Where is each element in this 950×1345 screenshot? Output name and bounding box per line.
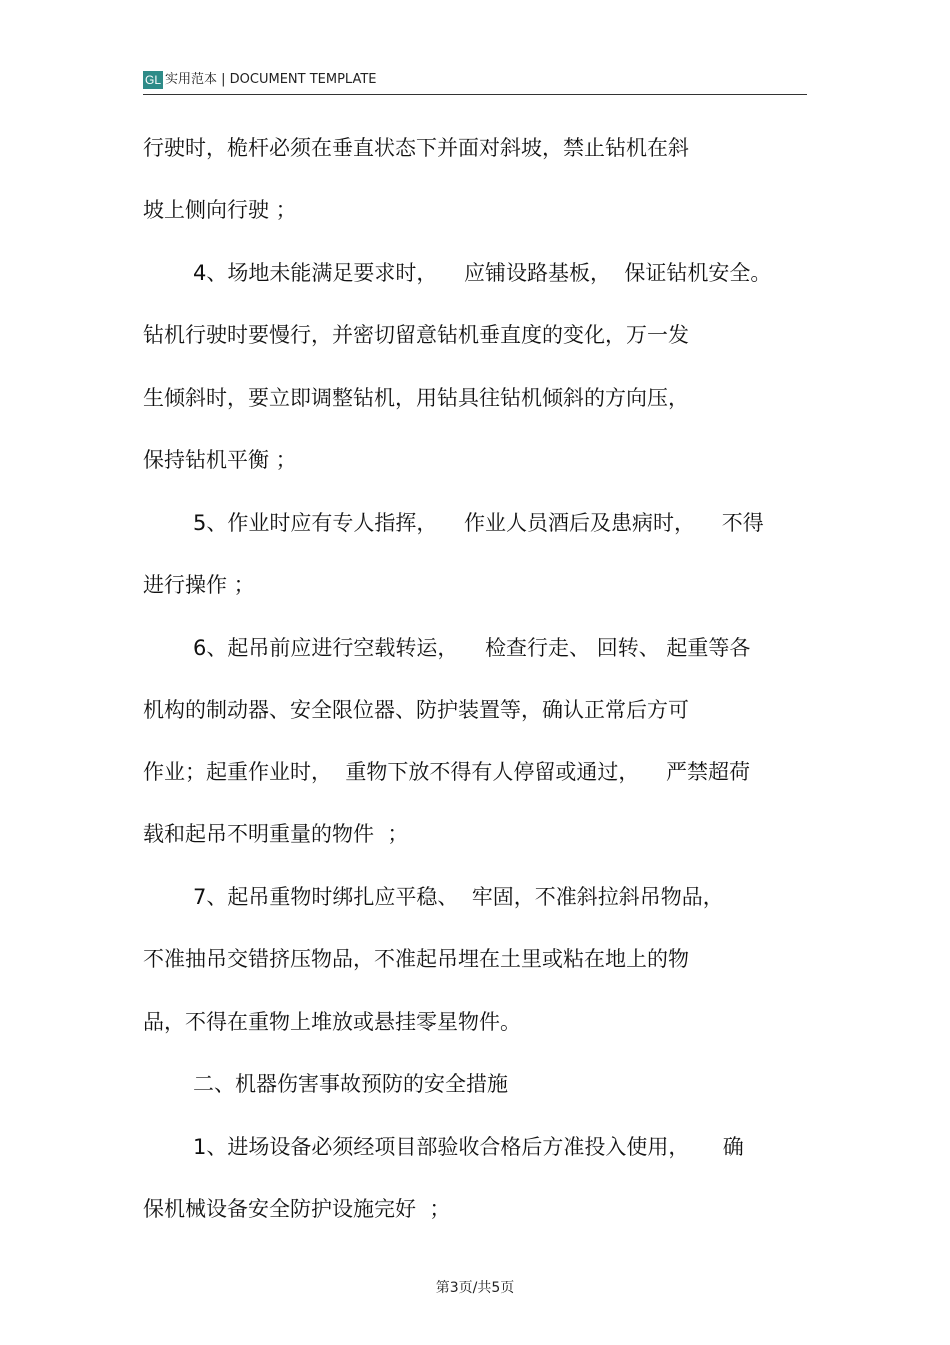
page-number: 第3页/共5页 bbox=[435, 1280, 515, 1296]
text-line: 载和起吊不明重量的物件 ； bbox=[143, 822, 409, 846]
page-header bbox=[143, 70, 807, 95]
text-line: 保持钻机平衡 ； bbox=[143, 448, 297, 472]
paragraph-start: 5、作业时应有专人指挥， 作业人员酒后及患病时， 不得 bbox=[193, 511, 764, 535]
text-line: 进行操作 ； bbox=[143, 573, 255, 597]
paragraph-start: 1、进场设备必须经项目部验收合格后方准投入使用， 确 bbox=[193, 1135, 744, 1159]
text-line: 坡上侧向行驶 ； bbox=[143, 198, 297, 222]
paragraph-start: 7、起吊重物时绑扎应平稳、 牢固，不准斜拉斜吊物品， bbox=[193, 885, 724, 909]
text-line: 钻机行驶时要慢行，并密切留意钻机垂直度的变化，万一发 bbox=[143, 323, 689, 347]
text-line: 机构的制动器、安全限位器、防护装置等，确认正常后方可 bbox=[143, 698, 689, 722]
gl-logo-icon: GL bbox=[144, 73, 161, 87]
paragraph-start: 4、场地未能满足要求时， 应铺设路基板， 保证钻机安全。 bbox=[193, 261, 772, 285]
paragraph-start: 6、起吊前应进行空载转运， 检查行走、 回转、 起重等各 bbox=[193, 636, 751, 660]
text-line: 品，不得在重物上堆放或悬挂零星物件。 bbox=[143, 1010, 521, 1034]
header-title: 实用范本 | DOCUMENT TEMPLATE bbox=[165, 72, 377, 87]
text-line: 行驶时，桅杆必须在垂直状态下并面对斜坡，禁止钻机在斜 bbox=[143, 136, 689, 160]
text-line: 作业；起重作业时， 重物下放不得有人停留或通过， 严禁超荷 bbox=[143, 760, 751, 784]
text-line: 不准抽吊交错挤压物品，不准起吊埋在土里或粘在地上的物 bbox=[143, 947, 689, 971]
section-heading: 二、机器伤害事故预防的安全措施 bbox=[193, 1072, 508, 1096]
text-line: 保机械设备安全防护设施完好 ； bbox=[143, 1197, 451, 1221]
text-line: 生倾斜时，要立即调整钻机，用钻具往钻机倾斜的方向压， bbox=[143, 386, 689, 410]
